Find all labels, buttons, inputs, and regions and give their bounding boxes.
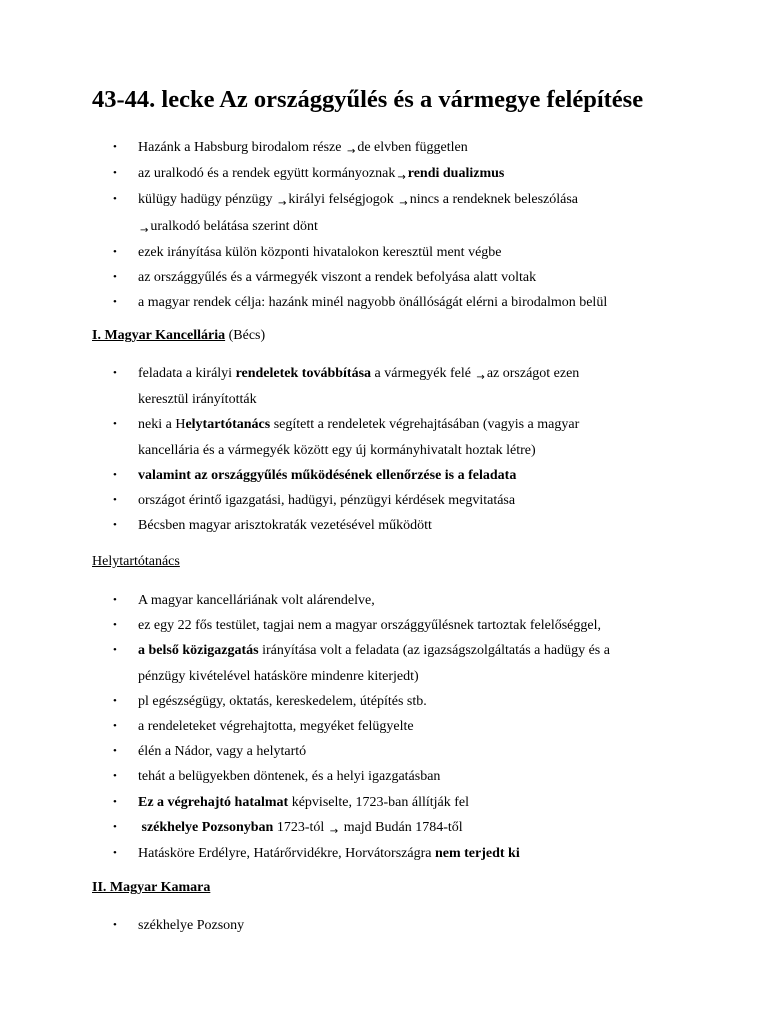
list-item <box>92 463 712 488</box>
item-bold-text: székhelye Pozsonyban <box>141 819 274 835</box>
item-text: képviselte, 1723-ban állítják fel <box>288 794 469 810</box>
arrow-icon: → <box>346 146 356 157</box>
item-text: pénzügy kivételével hatásköre mindenre kiterjedt) <box>138 668 419 684</box>
list-item <box>92 913 712 938</box>
arrow-icon: → <box>278 198 287 210</box>
kamara-list <box>92 913 712 938</box>
list-item <box>92 412 712 462</box>
section-heading-main: Helytartótanács <box>92 554 180 569</box>
bullet-icon: • <box>113 820 117 833</box>
bullet-icon: • <box>113 141 117 153</box>
item-text: az uralkodó és a rendek együtt kormányoznak <box>138 166 396 182</box>
item-text: Hatásköre Erdélyre, Határőrvidékre, Horvátországra <box>138 846 435 862</box>
item-bold-text: valamint az országgyűlés működésének ellenőrzése is a feladata <box>138 467 517 483</box>
bullet-icon: • <box>113 594 117 606</box>
list-item <box>92 135 712 161</box>
item-text: majd Budán 1784-től <box>340 819 463 835</box>
arrow-icon: → <box>140 224 149 236</box>
list-item <box>92 739 712 764</box>
item-text: ezek irányítása külön központi hivatalokon keresztül ment végbe <box>138 244 502 260</box>
bullet-icon: • <box>113 245 117 258</box>
list-item <box>92 488 712 513</box>
section-heading-kancellaria <box>92 328 265 344</box>
bullet-icon: • <box>113 296 117 309</box>
item-text: királyi felségjogok <box>288 192 398 208</box>
item-bold-text: a belső közigazgatás <box>138 643 259 659</box>
item-text: de elvben független <box>357 140 468 155</box>
list-item <box>92 638 712 688</box>
item-text: élén a Nádor, vagy a helytartó <box>138 744 307 760</box>
bullet-icon: • <box>113 167 117 180</box>
item-text: az országot ezen <box>486 366 580 381</box>
section-heading-main: II. Magyar Kamara <box>92 880 211 895</box>
bullet-icon: • <box>113 795 117 808</box>
bullet-icon: • <box>113 644 117 657</box>
list-item <box>92 841 712 866</box>
list-item <box>92 714 712 739</box>
item-text: A magyar kancelláriának volt alárendelve, <box>138 593 375 608</box>
section-heading-kamara <box>92 880 210 896</box>
section-heading-helytarto <box>92 554 180 570</box>
bullet-icon: • <box>113 494 117 507</box>
list-item <box>92 240 712 265</box>
list-item <box>92 764 712 789</box>
item-bold-text: elytartótanács <box>185 417 271 433</box>
item-text: a vármegyék felé <box>371 366 475 381</box>
item-text: neki a H <box>138 417 186 433</box>
item-bold-text: nem terjedt ki <box>434 846 520 862</box>
item-text: tehát a belügyekben döntenek, és a helyi igazgatásban <box>138 769 441 785</box>
list-item <box>92 161 712 187</box>
item-text: országot érintő igazgatási, hadügyi, pénzügyi kérdések megvitatása <box>138 493 516 509</box>
bullet-icon: • <box>113 847 117 860</box>
item-bold-text: Ez a végrehajtó hatalmat <box>138 794 289 810</box>
list-item <box>92 588 712 613</box>
item-bold-text: rendi dualizmus <box>407 166 505 182</box>
list-item <box>92 265 712 290</box>
list-item <box>92 187 712 239</box>
item-text: Hazánk a Habsburg birodalom része <box>138 140 345 155</box>
bullet-icon: • <box>113 619 117 632</box>
section-heading-main: I. Magyar Kancellária <box>92 328 226 343</box>
list-item <box>92 815 712 841</box>
item-text: a magyar rendek célja: hazánk minél nagyobb önállóságát elérni a birodalmon belül <box>138 295 608 311</box>
bullet-icon: • <box>113 468 117 481</box>
item-text: segített a rendeletek végrehajtásában (vagyis a magyar <box>270 417 580 433</box>
bullet-icon: • <box>113 694 117 707</box>
item-text: nincs a rendeknek beleszólása <box>409 192 579 208</box>
item-text: Bécsben magyar arisztokraták vezetésével működött <box>138 518 432 534</box>
page-title: 43-44. lecke Az országgyűlés és a vármegye felépítése <box>92 86 644 113</box>
item-text: pl egészségügy, oktatás, kereskedelem, útépítés stb. <box>138 693 427 709</box>
item-text: ez egy 22 fős testület, tagjai nem a magyar országgyűlésnek tartoztak felelőséggel, <box>138 618 601 634</box>
arrow-icon: → <box>397 172 406 184</box>
bullet-icon: • <box>113 720 117 733</box>
item-bold-text: rendeletek továbbítása <box>235 366 372 381</box>
intro-list <box>92 135 712 315</box>
bullet-icon: • <box>113 519 117 532</box>
bullet-icon: • <box>113 919 117 931</box>
item-text: a rendeleteket végrehajtotta, megyéket felügyelte <box>138 719 414 735</box>
list-item <box>92 790 712 815</box>
list-item <box>92 613 712 638</box>
list-item <box>92 290 712 315</box>
arrow-icon: → <box>399 198 408 210</box>
list-item <box>92 689 712 714</box>
item-text: kancellária és a vármegyék között egy új kormányhivatalt hoztak létre) <box>138 442 536 458</box>
item-text: 1723-tól <box>273 819 328 835</box>
section-heading-extra: (Bécs) <box>225 328 266 343</box>
item-text: az országgyűlés és a vármegyék viszont a rendek befolyása alatt voltak <box>138 270 537 286</box>
bullet-icon: • <box>113 271 117 284</box>
kancellaria-list <box>92 361 712 538</box>
helytarto-list <box>92 588 712 866</box>
bullet-icon: • <box>113 418 117 431</box>
list-item <box>92 361 712 412</box>
item-text: külügy hadügy pénzügy <box>138 192 277 208</box>
bullet-icon: • <box>113 745 117 758</box>
item-text: keresztül irányították <box>138 392 257 408</box>
bullet-icon: • <box>113 367 117 379</box>
item-text: feladata a királyi <box>138 366 236 381</box>
item-text: székhelye Pozsony <box>138 918 245 933</box>
item-text: uralkodó belátása szerint dönt <box>150 218 318 234</box>
item-text: irányítása volt a feladata (az igazságszolgáltatás a hadügy és a <box>258 643 610 659</box>
arrow-icon: → <box>476 372 485 383</box>
bullet-icon: • <box>113 770 117 783</box>
bullet-icon: • <box>113 193 117 206</box>
list-item <box>92 513 712 538</box>
arrow-icon: → <box>329 825 339 837</box>
